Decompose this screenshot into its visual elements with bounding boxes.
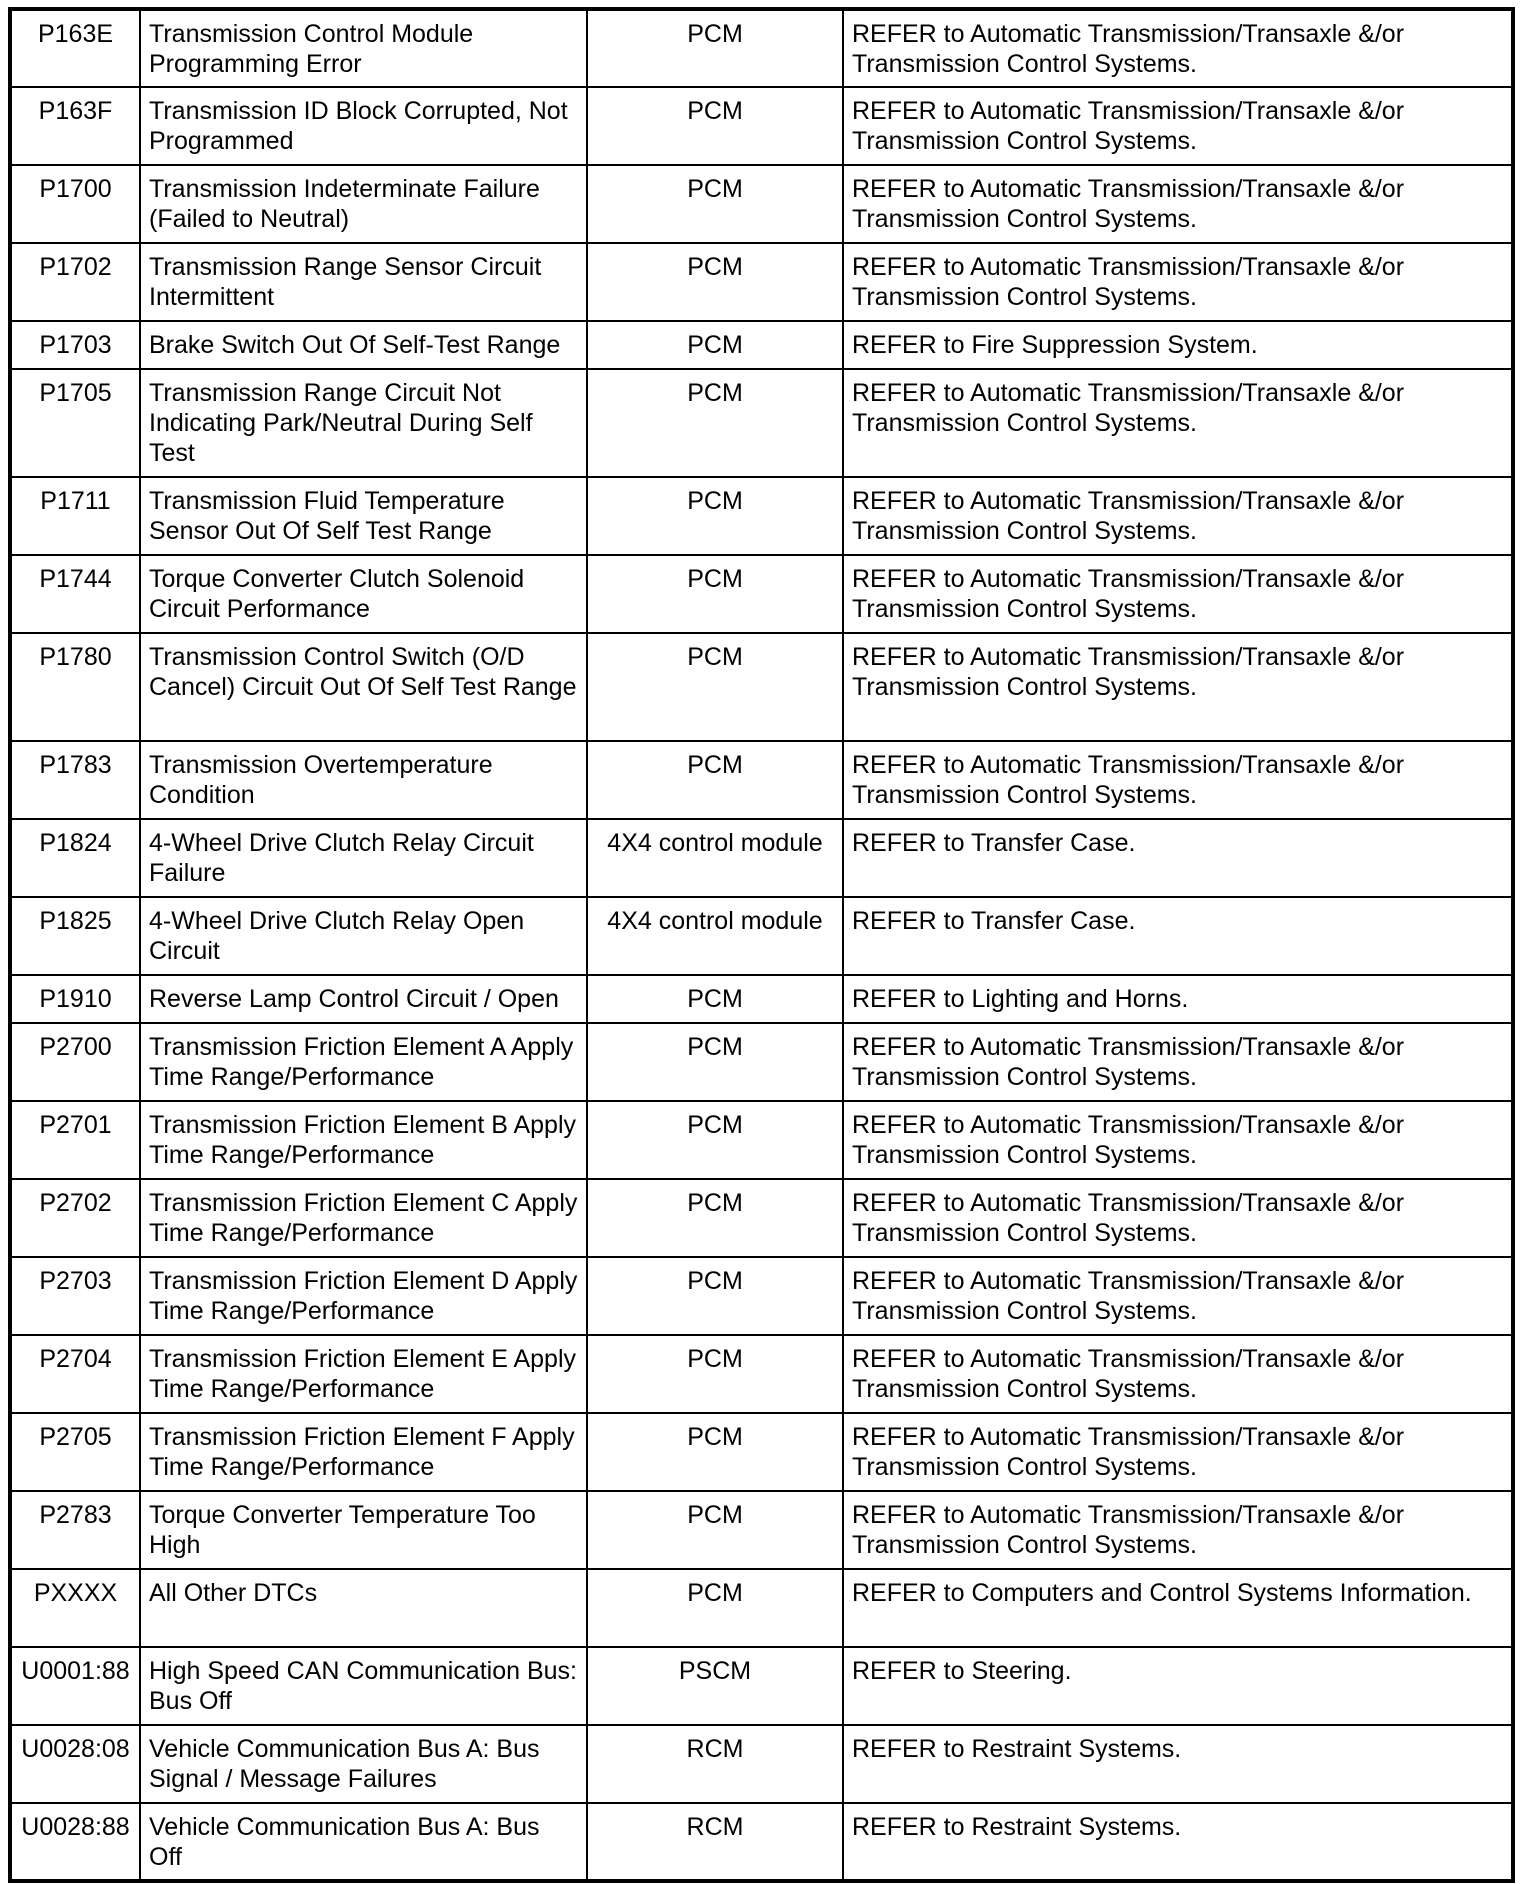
dtc-code: P1702 <box>10 243 140 321</box>
dtc-code: P163E <box>10 9 140 87</box>
dtc-description: Reverse Lamp Control Circuit / Open <box>140 975 587 1023</box>
dtc-module: PCM <box>587 1491 843 1569</box>
dtc-action: REFER to Automatic Transmission/Transaxle &/or Transmission Control Systems. <box>843 9 1513 87</box>
table-row <box>10 633 1513 741</box>
dtc-module: PSCM <box>587 1647 843 1725</box>
dtc-code: P1703 <box>10 321 140 369</box>
dtc-description: 4-Wheel Drive Clutch Relay Open Circuit <box>140 897 587 975</box>
dtc-action: REFER to Steering. <box>843 1647 1513 1725</box>
dtc-module: PCM <box>587 975 843 1023</box>
table-row <box>10 1179 1513 1257</box>
dtc-table-body <box>10 9 1513 1881</box>
dtc-module: 4X4 control module <box>587 897 843 975</box>
dtc-code: U0028:88 <box>10 1803 140 1881</box>
dtc-action: REFER to Automatic Transmission/Transaxle &/or Transmission Control Systems. <box>843 1413 1513 1491</box>
dtc-module: 4X4 control module <box>587 819 843 897</box>
dtc-description: Brake Switch Out Of Self-Test Range <box>140 321 587 369</box>
dtc-module: PCM <box>587 243 843 321</box>
dtc-description: Torque Converter Clutch Solenoid Circuit Performance <box>140 555 587 633</box>
dtc-code: P1824 <box>10 819 140 897</box>
dtc-description: Transmission Range Sensor Circuit Intermittent <box>140 243 587 321</box>
table-row <box>10 1725 1513 1803</box>
table-row <box>10 1413 1513 1491</box>
dtc-code: PXXXX <box>10 1569 140 1647</box>
dtc-action: REFER to Automatic Transmission/Transaxle &/or Transmission Control Systems. <box>843 1101 1513 1179</box>
dtc-action: REFER to Automatic Transmission/Transaxle &/or Transmission Control Systems. <box>843 243 1513 321</box>
dtc-module: PCM <box>587 1569 843 1647</box>
dtc-module: PCM <box>587 1335 843 1413</box>
dtc-action: REFER to Automatic Transmission/Transaxle &/or Transmission Control Systems. <box>843 369 1513 477</box>
dtc-code: P2704 <box>10 1335 140 1413</box>
dtc-module: PCM <box>587 1179 843 1257</box>
dtc-code: U0001:88 <box>10 1647 140 1725</box>
dtc-description: Transmission Friction Element F Apply Time Range/Performance <box>140 1413 587 1491</box>
dtc-description: Vehicle Communication Bus A: Bus Signal / Message Failures <box>140 1725 587 1803</box>
table-row <box>10 555 1513 633</box>
table-row <box>10 1647 1513 1725</box>
dtc-module: PCM <box>587 1101 843 1179</box>
dtc-module: PCM <box>587 1257 843 1335</box>
table-row <box>10 819 1513 897</box>
dtc-action: REFER to Restraint Systems. <box>843 1725 1513 1803</box>
dtc-description: Vehicle Communication Bus A: Bus Off <box>140 1803 587 1881</box>
dtc-action: REFER to Fire Suppression System. <box>843 321 1513 369</box>
dtc-description: All Other DTCs <box>140 1569 587 1647</box>
dtc-action: REFER to Automatic Transmission/Transaxle &/or Transmission Control Systems. <box>843 555 1513 633</box>
table-row <box>10 1257 1513 1335</box>
table-row <box>10 477 1513 555</box>
dtc-description: Transmission Overtemperature Condition <box>140 741 587 819</box>
dtc-module: PCM <box>587 87 843 165</box>
table-row <box>10 1023 1513 1101</box>
dtc-module: PCM <box>587 369 843 477</box>
dtc-action: REFER to Automatic Transmission/Transaxle &/or Transmission Control Systems. <box>843 741 1513 819</box>
dtc-code: P1783 <box>10 741 140 819</box>
dtc-description: Transmission Control Module Programming Error <box>140 9 587 87</box>
dtc-code: P2705 <box>10 1413 140 1491</box>
dtc-description: Transmission ID Block Corrupted, Not Programmed <box>140 87 587 165</box>
dtc-description: Transmission Indeterminate Failure (Failed to Neutral) <box>140 165 587 243</box>
dtc-code: P2783 <box>10 1491 140 1569</box>
dtc-module: RCM <box>587 1725 843 1803</box>
dtc-action: REFER to Automatic Transmission/Transaxle &/or Transmission Control Systems. <box>843 1257 1513 1335</box>
dtc-description: Transmission Friction Element D Apply Time Range/Performance <box>140 1257 587 1335</box>
dtc-code: P1700 <box>10 165 140 243</box>
dtc-code: P2700 <box>10 1023 140 1101</box>
table-row <box>10 741 1513 819</box>
dtc-action: REFER to Automatic Transmission/Transaxle &/or Transmission Control Systems. <box>843 1335 1513 1413</box>
dtc-description: Transmission Control Switch (O/D Cancel) Circuit Out Of Self Test Range <box>140 633 587 741</box>
table-row <box>10 369 1513 477</box>
dtc-module: PCM <box>587 1023 843 1101</box>
dtc-code: P2703 <box>10 1257 140 1335</box>
table-row <box>10 165 1513 243</box>
dtc-action: REFER to Automatic Transmission/Transaxle &/or Transmission Control Systems. <box>843 87 1513 165</box>
table-row <box>10 243 1513 321</box>
dtc-code: P1744 <box>10 555 140 633</box>
dtc-description: Torque Converter Temperature Too High <box>140 1491 587 1569</box>
dtc-description: Transmission Fluid Temperature Sensor Out Of Self Test Range <box>140 477 587 555</box>
dtc-description: Transmission Friction Element B Apply Time Range/Performance <box>140 1101 587 1179</box>
dtc-description: Transmission Friction Element E Apply Time Range/Performance <box>140 1335 587 1413</box>
dtc-code: P1711 <box>10 477 140 555</box>
dtc-module: PCM <box>587 165 843 243</box>
dtc-description: Transmission Friction Element A Apply Time Range/Performance <box>140 1023 587 1101</box>
table-row <box>10 321 1513 369</box>
dtc-description: Transmission Friction Element C Apply Time Range/Performance <box>140 1179 587 1257</box>
dtc-description: Transmission Range Circuit Not Indicating Park/Neutral During Self Test <box>140 369 587 477</box>
table-row <box>10 975 1513 1023</box>
table-row <box>10 87 1513 165</box>
table-row <box>10 9 1513 87</box>
dtc-code: P1705 <box>10 369 140 477</box>
dtc-code: P1780 <box>10 633 140 741</box>
dtc-action: REFER to Computers and Control Systems Information. <box>843 1569 1513 1647</box>
dtc-module: PCM <box>587 555 843 633</box>
table-row <box>10 1803 1513 1881</box>
dtc-action: REFER to Lighting and Horns. <box>843 975 1513 1023</box>
dtc-action: REFER to Automatic Transmission/Transaxle &/or Transmission Control Systems. <box>843 165 1513 243</box>
dtc-code: U0028:08 <box>10 1725 140 1803</box>
dtc-action: REFER to Automatic Transmission/Transaxle &/or Transmission Control Systems. <box>843 633 1513 741</box>
dtc-action: REFER to Transfer Case. <box>843 819 1513 897</box>
dtc-code: P1825 <box>10 897 140 975</box>
dtc-action: REFER to Automatic Transmission/Transaxle &/or Transmission Control Systems. <box>843 1023 1513 1101</box>
dtc-module: PCM <box>587 741 843 819</box>
dtc-module: PCM <box>587 1413 843 1491</box>
table-row <box>10 897 1513 975</box>
dtc-code: P2701 <box>10 1101 140 1179</box>
dtc-code: P1910 <box>10 975 140 1023</box>
table-row <box>10 1569 1513 1647</box>
dtc-code: P163F <box>10 87 140 165</box>
dtc-action: REFER to Transfer Case. <box>843 897 1513 975</box>
dtc-action: REFER to Automatic Transmission/Transaxle &/or Transmission Control Systems. <box>843 477 1513 555</box>
dtc-table <box>8 7 1515 1883</box>
dtc-description: High Speed CAN Communication Bus: Bus Off <box>140 1647 587 1725</box>
dtc-action: REFER to Automatic Transmission/Transaxle &/or Transmission Control Systems. <box>843 1179 1513 1257</box>
dtc-action: REFER to Restraint Systems. <box>843 1803 1513 1881</box>
table-row <box>10 1491 1513 1569</box>
table-row <box>10 1101 1513 1179</box>
table-row <box>10 1335 1513 1413</box>
dtc-module: PCM <box>587 9 843 87</box>
dtc-action: REFER to Automatic Transmission/Transaxle &/or Transmission Control Systems. <box>843 1491 1513 1569</box>
dtc-module: PCM <box>587 477 843 555</box>
dtc-module: PCM <box>587 633 843 741</box>
dtc-description: 4-Wheel Drive Clutch Relay Circuit Failure <box>140 819 587 897</box>
dtc-code: P2702 <box>10 1179 140 1257</box>
dtc-module: PCM <box>587 321 843 369</box>
dtc-module: RCM <box>587 1803 843 1881</box>
